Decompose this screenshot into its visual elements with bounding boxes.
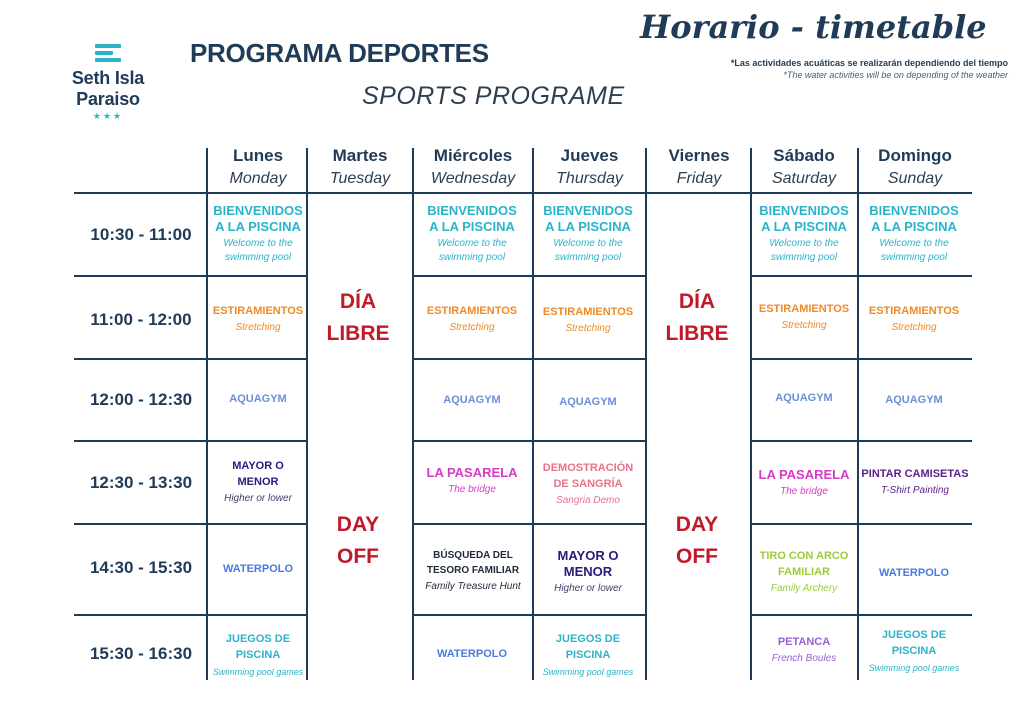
activity-es: AQUAGYM [443,394,501,406]
grid-line [750,275,972,277]
activity-cell [420,646,524,662]
activity-en: Stretching [781,320,827,331]
page-subtitle: SPORTS PROGRAME [362,82,625,110]
activity-cell [206,561,310,577]
activity-cell [752,390,856,406]
activity-en: Welcome to the swimming pool [553,238,623,263]
grid-line [74,440,307,442]
day-header-thursday [534,146,645,188]
activity-cell [206,303,310,335]
grid-line [750,358,972,360]
activity-cell [536,548,640,596]
activity-cell [536,203,640,265]
activity-en: Higher or lower [554,583,622,594]
activity-en: Welcome to the swimming pool [223,238,293,263]
activity-es: BÚSQUEDA DEL TESORO FAMILIAR [426,550,520,576]
day-name-es: Domingo [878,146,952,165]
day-name-en: Sunday [887,170,943,187]
activity-es: WATERPOLO [878,567,950,579]
time-slot: 11:00 - 12:00 [90,310,192,329]
activity-cell [752,467,856,499]
grid-line [412,523,646,525]
time-slot: 14:30 - 15:30 [89,558,193,577]
activity-es: BIENVENIDOS A LA PISCINA [543,203,633,234]
activity-cell [206,631,310,679]
timetable-heading: Horario - timetable [640,8,987,46]
day-off-text: DÍA [339,290,377,313]
grid-line [74,275,307,277]
activity-cell [536,394,640,410]
day-off-friday-en [647,509,747,573]
day-name-es: Viernes [668,146,730,165]
activity-cell [859,466,971,498]
activity-cell [536,460,640,508]
activity-en: The bridge [780,486,828,497]
activity-cell [420,392,524,408]
activity-es: ESTIRAMIENTOS [868,305,960,317]
activity-cell [206,391,310,407]
activity-cell [862,203,966,265]
grid-line [412,358,646,360]
activity-en: Stretching [235,322,281,333]
grid-line [645,148,647,680]
grid-line [412,148,414,680]
logo-name: Seth Isla Paraiso [71,68,145,109]
day-off-tuesday-es [308,286,408,350]
logo-icon [95,44,121,62]
activity-es: WATERPOLO [436,648,508,660]
activity-es: BIENVENIDOS A LA PISCINA [427,203,517,234]
activity-cell [752,203,856,265]
page-title: PROGRAMA DEPORTES [190,38,489,68]
day-name-es: Sábado [773,146,835,165]
day-name-en: Thursday [556,170,623,187]
activity-es: JUEGOS DE PISCINA [881,629,947,657]
grid-line [750,523,972,525]
activity-es: LA PASARELA [758,467,850,482]
activity-es: ESTIRAMIENTOS [426,305,518,317]
activity-es: ESTIRAMIENTOS [758,303,850,315]
activity-es: MAYOR O MENOR [557,548,619,579]
activity-es: ESTIRAMIENTOS [212,305,304,317]
activity-en: French Boules [771,653,837,664]
activity-cell [862,565,966,581]
time-slot: 12:00 - 12:30 [89,390,193,409]
activity-en: T-Shirt Painting [881,485,949,496]
grid-line [412,440,646,442]
activity-cell [206,458,310,506]
activity-en: Swimming pool games [542,667,634,677]
weather-note-es: *Las actividades acuáticas se realizarán dependiendo del tiempo [730,58,1008,68]
day-header-wednesday [414,146,532,188]
activity-en: The bridge [448,484,496,495]
activity-es: AQUAGYM [885,394,943,406]
grid-line [74,523,307,525]
activity-cell [752,548,856,596]
day-name-es: Jueves [560,146,619,165]
activity-en: Welcome to the swimming pool [437,238,507,263]
day-name-en: Tuesday [329,170,391,187]
activity-en: Welcome to the swimming pool [879,238,949,263]
hotel-logo [38,44,178,122]
activity-en: Swimming pool games [868,663,960,673]
day-name-en: Saturday [771,170,837,187]
grid-line [412,275,646,277]
grid-line [750,614,972,616]
activity-cell [862,303,966,335]
day-off-text: LIBRE [326,322,390,345]
grid-line [412,614,646,616]
activity-cell [536,304,640,336]
day-header-friday [647,146,751,188]
grid-line [750,440,972,442]
activity-cell [752,301,856,333]
grid-line [74,358,307,360]
activity-en: Sangria Demo [556,495,620,506]
day-name-en: Monday [229,170,287,187]
day-off-text: DÍA [678,290,716,313]
activity-cell [752,634,856,666]
grid-line [74,192,972,194]
day-off-text: DAY [675,513,719,536]
activity-en: Welcome to the swimming pool [769,238,839,263]
day-header-tuesday [308,146,412,188]
grid-line [857,148,859,680]
grid-line [532,148,534,680]
activity-en: Stretching [891,322,937,333]
activity-es: BIENVENIDOS A LA PISCINA [213,203,303,234]
activity-es: BIENVENIDOS A LA PISCINA [869,203,959,234]
day-off-tuesday-en [308,509,408,573]
grid-line [74,614,307,616]
activity-en: Family Archery [770,583,838,594]
activity-cell [420,303,524,335]
activity-es: AQUAGYM [229,393,287,405]
activity-cell [414,548,532,594]
activity-es: MAYOR O MENOR [232,460,284,488]
activity-es: BIENVENIDOS A LA PISCINA [759,203,849,234]
activity-es: TIRO CON ARCO FAMILIAR [759,550,849,578]
day-name-en: Friday [676,170,722,187]
activity-es: WATERPOLO [222,563,294,575]
activity-es: PETANCA [777,636,831,648]
day-off-text: OFF [676,545,718,568]
activity-es: DEMOSTRACIÓN DE SANGRÍA [542,462,634,490]
activity-en: Higher or lower [224,493,292,504]
day-name-en: Wednesday [430,170,516,187]
activity-es: ESTIRAMIENTOS [542,306,634,318]
activity-es: LA PASARELA [426,465,518,480]
activity-cell [536,631,640,679]
day-off-text: LIBRE [665,322,729,345]
day-name-es: Miércoles [433,146,513,165]
day-off-friday-es [647,286,747,350]
activity-en: Stretching [449,322,495,333]
activity-es: JUEGOS DE PISCINA [555,633,621,661]
activity-cell [420,465,524,497]
day-header-monday [206,146,310,188]
activity-en: Family Treasure Hunt [425,581,521,592]
weather-note-en: *The water activities will be on depending of the weather [783,70,1008,80]
day-header-saturday [752,146,856,188]
activity-es: PINTAR CAMISETAS [861,468,969,480]
activity-en: Stretching [565,323,611,334]
day-off-text: DAY [336,513,380,536]
activity-cell [862,627,966,675]
activity-cell [206,203,310,265]
logo-stars: ★★★ [92,111,124,121]
activity-cell [862,392,966,408]
activity-es: AQUAGYM [775,392,833,404]
activity-es: JUEGOS DE PISCINA [225,633,291,661]
time-slot: 15:30 - 16:30 [89,644,193,663]
day-name-es: Martes [332,146,388,165]
activity-es: AQUAGYM [559,396,617,408]
day-off-text: OFF [337,545,379,568]
day-name-es: Lunes [232,146,284,165]
activity-cell [420,203,524,265]
day-header-sunday [859,146,971,188]
activity-en: Swimming pool games [212,667,304,677]
time-slot: 12:30 - 13:30 [89,473,193,492]
time-slot: 10:30 - 11:00 [90,225,192,244]
